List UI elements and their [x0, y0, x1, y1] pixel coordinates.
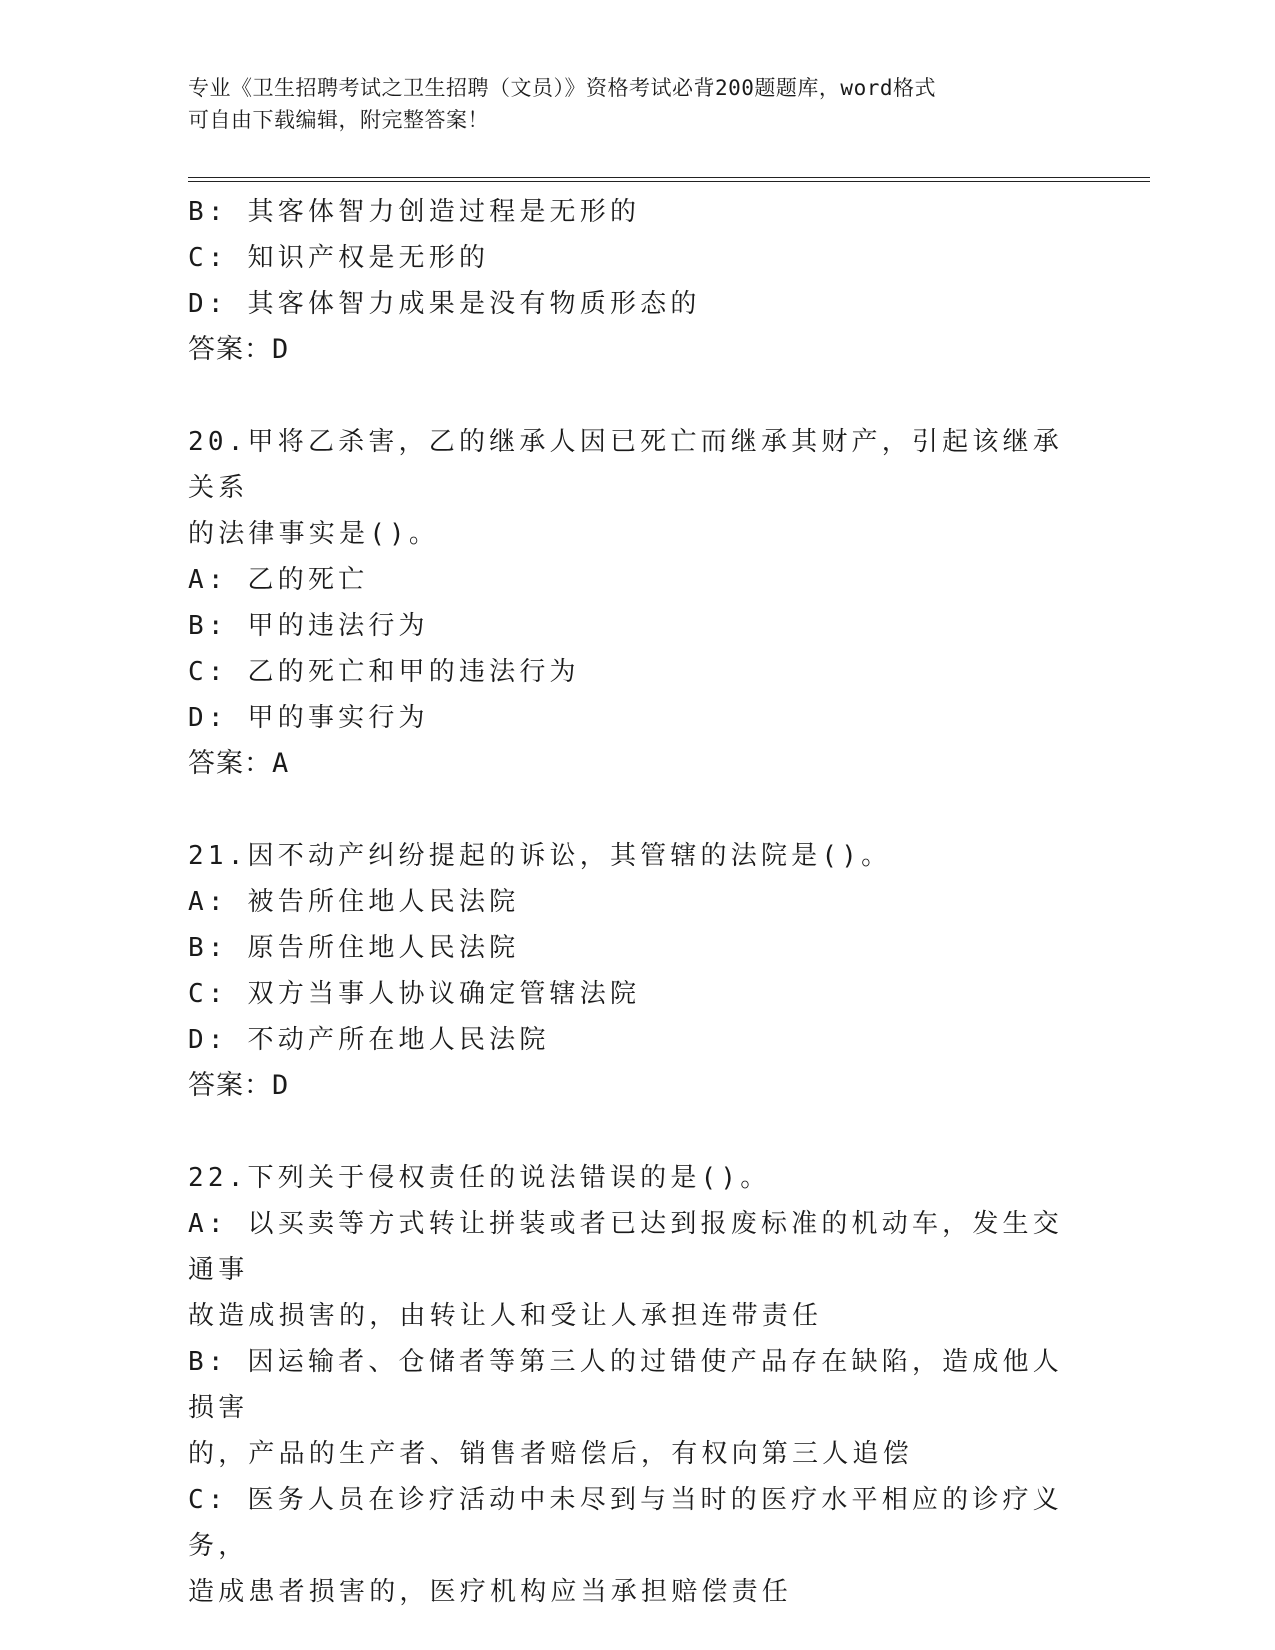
answer: 答案：A — [188, 748, 290, 779]
answer: 答案：D — [188, 334, 290, 365]
option-b: B: 因运输者、仓储者等第三人的过错使产品存在缺陷，造成他人损害 — [188, 1347, 1063, 1423]
option-a-cont: 故造成损害的，由转让人和受让人承担连带责任 — [188, 1301, 823, 1331]
option-c: C: 乙的死亡和甲的违法行为 — [188, 657, 580, 687]
option-a: A: 乙的死亡 — [188, 565, 369, 595]
document-body — [188, 189, 1088, 1615]
question-stem-cont: 的法律事实是()。 — [188, 519, 440, 549]
option-c: C: 医务人员在诊疗活动中未尽到与当时的医疗水平相应的诊疗义务， — [188, 1485, 1063, 1561]
question-20 — [188, 419, 1088, 787]
option-b: B: 其客体智力创造过程是无形的 — [188, 197, 641, 227]
question-stem: 20.甲将乙杀害，乙的继承人因已死亡而继承其财产，引起该继承关系 — [188, 427, 1063, 503]
option-b: B: 甲的违法行为 — [188, 611, 429, 641]
question-19-tail — [188, 189, 1088, 373]
option-c: C: 知识产权是无形的 — [188, 243, 490, 273]
option-a: A: 被告所住地人民法院 — [188, 887, 520, 917]
header-line-1: 专业《卫生招聘考试之卫生招聘（文员）》资格考试必背200题题库，word格式 — [188, 76, 936, 100]
option-d: D: 甲的事实行为 — [188, 703, 429, 733]
question-stem: 21.因不动产纠纷提起的诉讼，其管辖的法院是()。 — [188, 841, 892, 871]
option-c-cont: 造成患者损害的，医疗机构应当承担赔偿责任 — [188, 1577, 793, 1607]
question-stem: 22.下列关于侵权责任的说法错误的是()。 — [188, 1163, 771, 1193]
option-d: D: 其客体智力成果是没有物质形态的 — [188, 289, 701, 319]
header-line-2: 可自由下载编辑，附完整答案！ — [188, 108, 489, 132]
header-divider — [188, 177, 1150, 182]
document-header — [188, 72, 1088, 136]
option-b: B: 原告所住地人民法院 — [188, 933, 520, 963]
option-d: D: 不动产所在地人民法院 — [188, 1025, 550, 1055]
question-22 — [188, 1155, 1088, 1615]
option-a: A: 以买卖等方式转让拼装或者已达到报废标准的机动车，发生交通事 — [188, 1209, 1063, 1285]
question-21 — [188, 833, 1088, 1109]
option-c: C: 双方当事人协议确定管辖法院 — [188, 979, 641, 1009]
option-b-cont: 的，产品的生产者、销售者赔偿后，有权向第三人追偿 — [188, 1439, 913, 1469]
answer: 答案：D — [188, 1070, 290, 1101]
